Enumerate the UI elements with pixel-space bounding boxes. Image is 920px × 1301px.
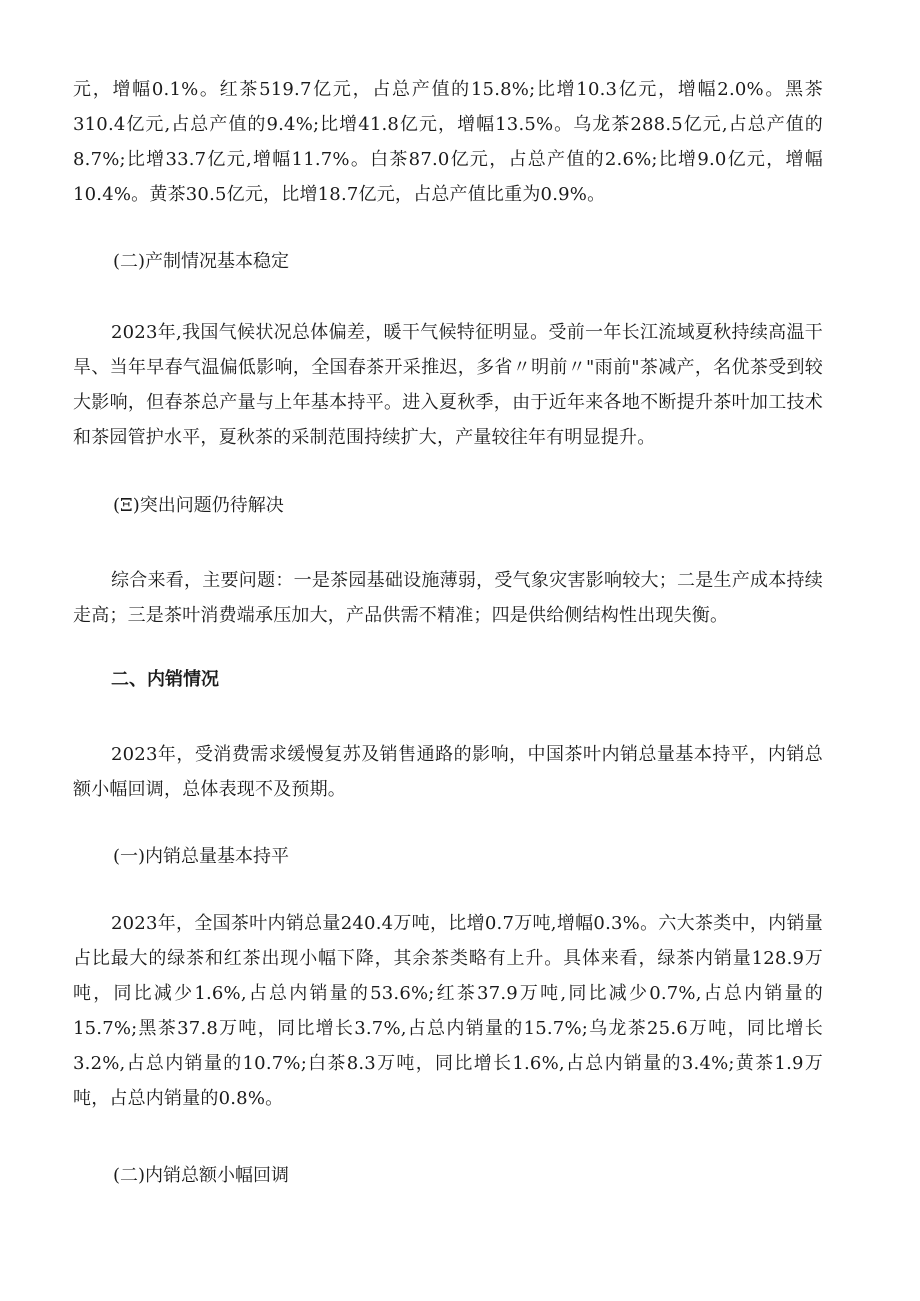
subheading-outstanding-problems: (Ξ)突出问题仍待解决 <box>113 495 284 516</box>
paragraph-climate-production: 2023年,我国气候状况总体偏差，暖干气候特征明显。受前一年长江流域夏秋持续高温干旱、当年早春气温偏低影响，全国春茶开采推迟，多省〃明前〃"雨前"茶减产，名优茶受到较大影响，但春茶总产量与上年基本持平。进入夏秋季，由于近年来各地不断提升茶叶加工技术和茶园管护水平，夏秋茶的采制范围持续扩大，产量较往年有明显提升。 <box>73 322 823 448</box>
subheading-production-stable: (二)产制情况基本稳定 <box>113 251 290 272</box>
paragraph-main-problems: 综合来看，主要问题：一是茶园基础设施薄弱，受气象灾害影响较大；二是生产成本持续走高；三是茶叶消费端承压加大，产品供需不精准；四是供给侧结构性出现失衡。 <box>73 570 823 626</box>
section-heading-domestic-sales: 二、内销情况 <box>111 669 219 690</box>
subheading-domestic-value: (二)内销总额小幅回调 <box>113 1165 290 1186</box>
subheading-domestic-volume: (一)内销总量基本持平 <box>113 846 290 867</box>
paragraph-domestic-volume-detail: 2023年，全国茶叶内销总量240.4万吨，比增0.7万吨,增幅0.3%。六大茶类中，内销量占比最大的绿茶和红茶出现小幅下降，其余茶类略有上升。具体来看，绿茶内销量128.9万吨，同比减少1.6%,占总内销量的53.6%;红茶37.9万吨,同比减少0.7%,占总内销量的15.7%;黑茶37.8万吨，同比增长3.7%,占总内销量的15.7%;乌龙茶25.6万吨，同比增长3.2%,占总内销量的10.7%;白茶8.3万吨，同比增长1.6%,占总内销量的3.4%;黄茶1.9万吨，占总内销量的0.8%。 <box>73 913 823 1109</box>
paragraph-domestic-sales-overview: 2023年，受消费需求缓慢复苏及销售通路的影响，中国茶叶内销总量基本持平，内销总额小幅回调，总体表现不及预期。 <box>73 744 823 800</box>
paragraph-tea-output-values: 元，增幅0.1%。红茶519.7亿元，占总产值的15.8%;比增10.3亿元，增幅2.0%。黑茶310.4亿元,占总产值的9.4%;比增41.8亿元，增幅13.5%。乌龙茶288.5亿元,占总产值的8.7%;比增33.7亿元,增幅11.7%。白茶87.0亿元，占总产值的2.6%;比增9.0亿元，增幅10.4%。黄茶30.5亿元，比增18.7亿元，占总产值比重为0.9%。 <box>73 79 823 205</box>
